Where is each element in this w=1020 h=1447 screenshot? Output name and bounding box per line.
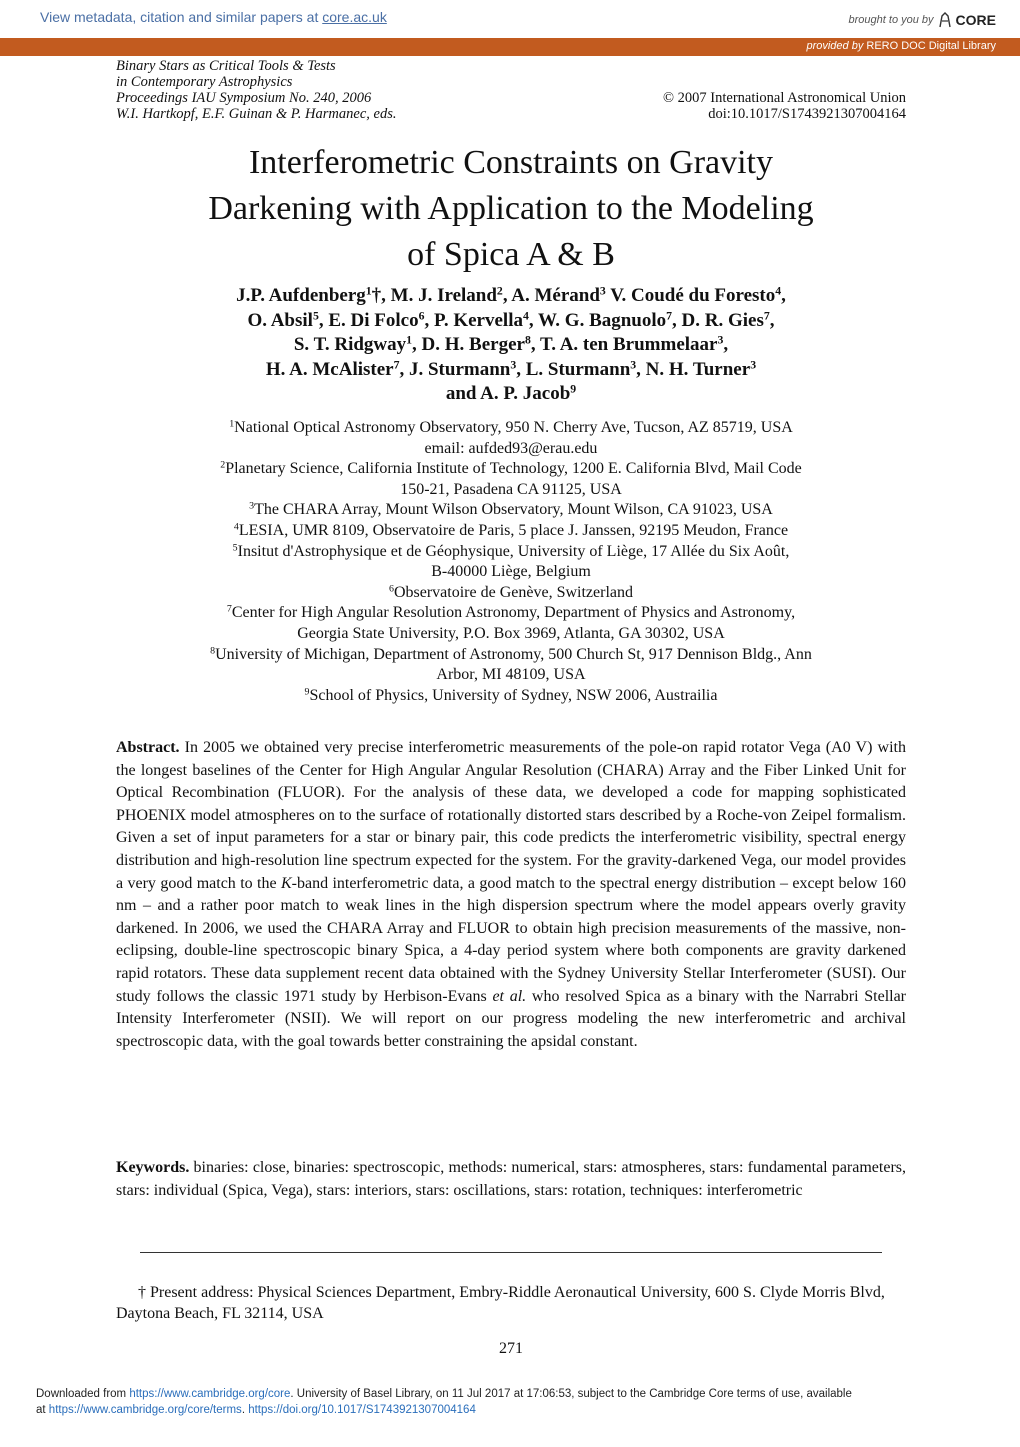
rero-link[interactable]: RERO DOC Digital Library	[866, 40, 996, 52]
core-banner	[0, 0, 1020, 38]
copyright: © 2007 International Astronomical Union	[663, 90, 906, 106]
core-logo-icon	[938, 12, 952, 28]
terms-link[interactable]: https://www.cambridge.org/core/terms	[48, 1404, 242, 1416]
email[interactable]: email: aufded93@erau.edu	[424, 439, 598, 457]
provided-by-bar	[0, 38, 1020, 56]
author-list: J.P. Aufdenberg$^1$†, M. J. Ireland$^2$, A. Mérand$^3$ V. Coudé du Foresto$^4$, O. Absil$^5$, E. Di Folco$^6$, P. Kervella$^4$, W. G. Bagnuolo$^7$, D. R. Gies$^7$, S. T. Ridgway$^1$, D. H. Berger$^8$, T. A. ten Brummelaar$^3$, H. A. McAlister$^7$, J. Sturmann$^3$, L. Sturmann$^3$, N. H. Turner$^3$ and A. P. Jacob$^9$	[236, 284, 786, 404]
footnote-divider	[140, 1252, 882, 1253]
core-view-metadata: View metadata, citation and similar papers at core.ac.uk	[40, 9, 387, 25]
provided-by-text: provided by RERO DOC Digital Library	[806, 40, 996, 52]
core-ac-uk-link[interactable]: core.ac.uk	[322, 9, 387, 25]
affiliations: $^1$National Optical Astronomy Observatory, 950 N. Cherry Ave, Tucson, AZ 85719, USA email: aufded93@erau.edu $^2$Planetary Science, California Institute of Technology, 1200 E. California Blvd, Mail Code 150-21, Pasadena CA 91125, USA $^3$The CHARA Array, Mount Wilson Observatory, Mount Wilson, CA 91023, USA $^4$LESIA, UMR 8109, Observatoire de Paris, 5 place J. Janssen, 92195 Meudon, France $^5$Insitut d'Astrophysique et de Géophysique, University of Liège, 17 Allée du Six Août, B-40000 Liège, Belgium $^6$Observatoire de Genève, Switzerland $^7$Center for High Angular Resolution Astronomy, Department of Physics and Astronomy, Georgia State University, P.O. Box 3969, Atlanta, GA 30302, USA $^8$University of Michigan, Department of Astronomy, 500 Church St, 917 Dennison Bldg., Ann Arbor, MI 48109, USA $^9$School of Physics, University of Sydney, NSW 2006, Austrailia	[116, 418, 906, 706]
download-notice: Downloaded from https://www.cambridge.org/core. University of Basel Library, on 11 Jul 2017 at 17:06:53, subject to the Cambridge Core terms of use, available at https://www.cambridge.org/core/terms. https://doi.org/10.1017/S1743921307004164	[36, 1388, 852, 1416]
cambridge-core-link[interactable]: https://www.cambridge.org/core	[129, 1388, 291, 1400]
page-number: 271	[499, 1340, 523, 1357]
abstract-label: Abstract.	[116, 739, 180, 756]
footnote: † Present address: Physical Sciences Department, Embry-Riddle Aeronautical University, 600 S. Clyde Morris Blvd, Daytona Beach, FL 32114, USA	[116, 1284, 885, 1322]
keywords-label: Keywords.	[116, 1159, 190, 1176]
keywords: Keywords. binaries: close, binaries: spectroscopic, methods: numerical, stars: atmospheres, stars: fundamental parameters, stars: individual (Spica, Vega), stars: interiors, stars: oscillations, stars: rotation, techniques: interferometric	[116, 1159, 906, 1199]
paper-title: Interferometric Constraints on Gravity Darkening with Application to the Modeling of Spica A & B	[208, 144, 814, 273]
core-brand[interactable]: CORE	[955, 12, 996, 28]
doi: doi:10.1017/S1743921307004164	[708, 106, 906, 122]
abstract: Abstract. In 2005 we obtained very precise interferometric measurements of the pole-on rapid rotator Vega (A0 V) with the longest baselines of the Center for High Angular Angular Resolution (CHARA) Array and the Fiber Linked Unit for Optical Recombination (FLUOR). For the analysis of these data, we developed a code for mapping sophisticated PHOENIX model atmospheres on to the surface of rotationally distorted stars described by a Roche-von Zeipel formalism. Given a set of input parameters for a star or binary pair, this code predicts the interferometric visibility, spectral energy distribution and high-resolution line spectrum expected for the system. For the gravity-darkened Vega, our model provides a very good match to the K-band interferometric data, a good match to the spectral energy distribution – except below 160 nm – and a rather poor match to weak lines in the high dispersion spectrum where the model appears overly gravity darkened. In 2006, we used the CHARA Array and FLUOR to obtain high precision measurements of the massive, non-eclipsing, double-line spectroscopic binary Spica, a 4-day period system where both components are gravity darkened rapid rotators. These data supplement recent data obtained with the Sydney University Stellar Interferometer (SUSI). Our study follows the classic 1971 study by Herbison-Evans et al. who resolved Spica as a binary with the Narrabri Stellar Intensity Interferometer (NSII). We will report on our progress modeling the new interferometric and archival spectroscopic data, with the goal towards better constraining the apsidal constant.	[116, 739, 907, 1050]
doi-link[interactable]: https://doi.org/10.1017/S1743921307004164	[248, 1404, 476, 1416]
proceedings-header: Binary Stars as Critical Tools & Tests in Contemporary Astrophysics Proceedings IAU Symposium No. 240, 2006 © 2007 International Astronomical Union W.I. Hartkopf, E.F. Guinan & P. Harmanec, eds. doi:10.1017/S1743921307004164	[116, 58, 906, 122]
core-brought-to-you: brought to you by CORE	[848, 12, 996, 28]
